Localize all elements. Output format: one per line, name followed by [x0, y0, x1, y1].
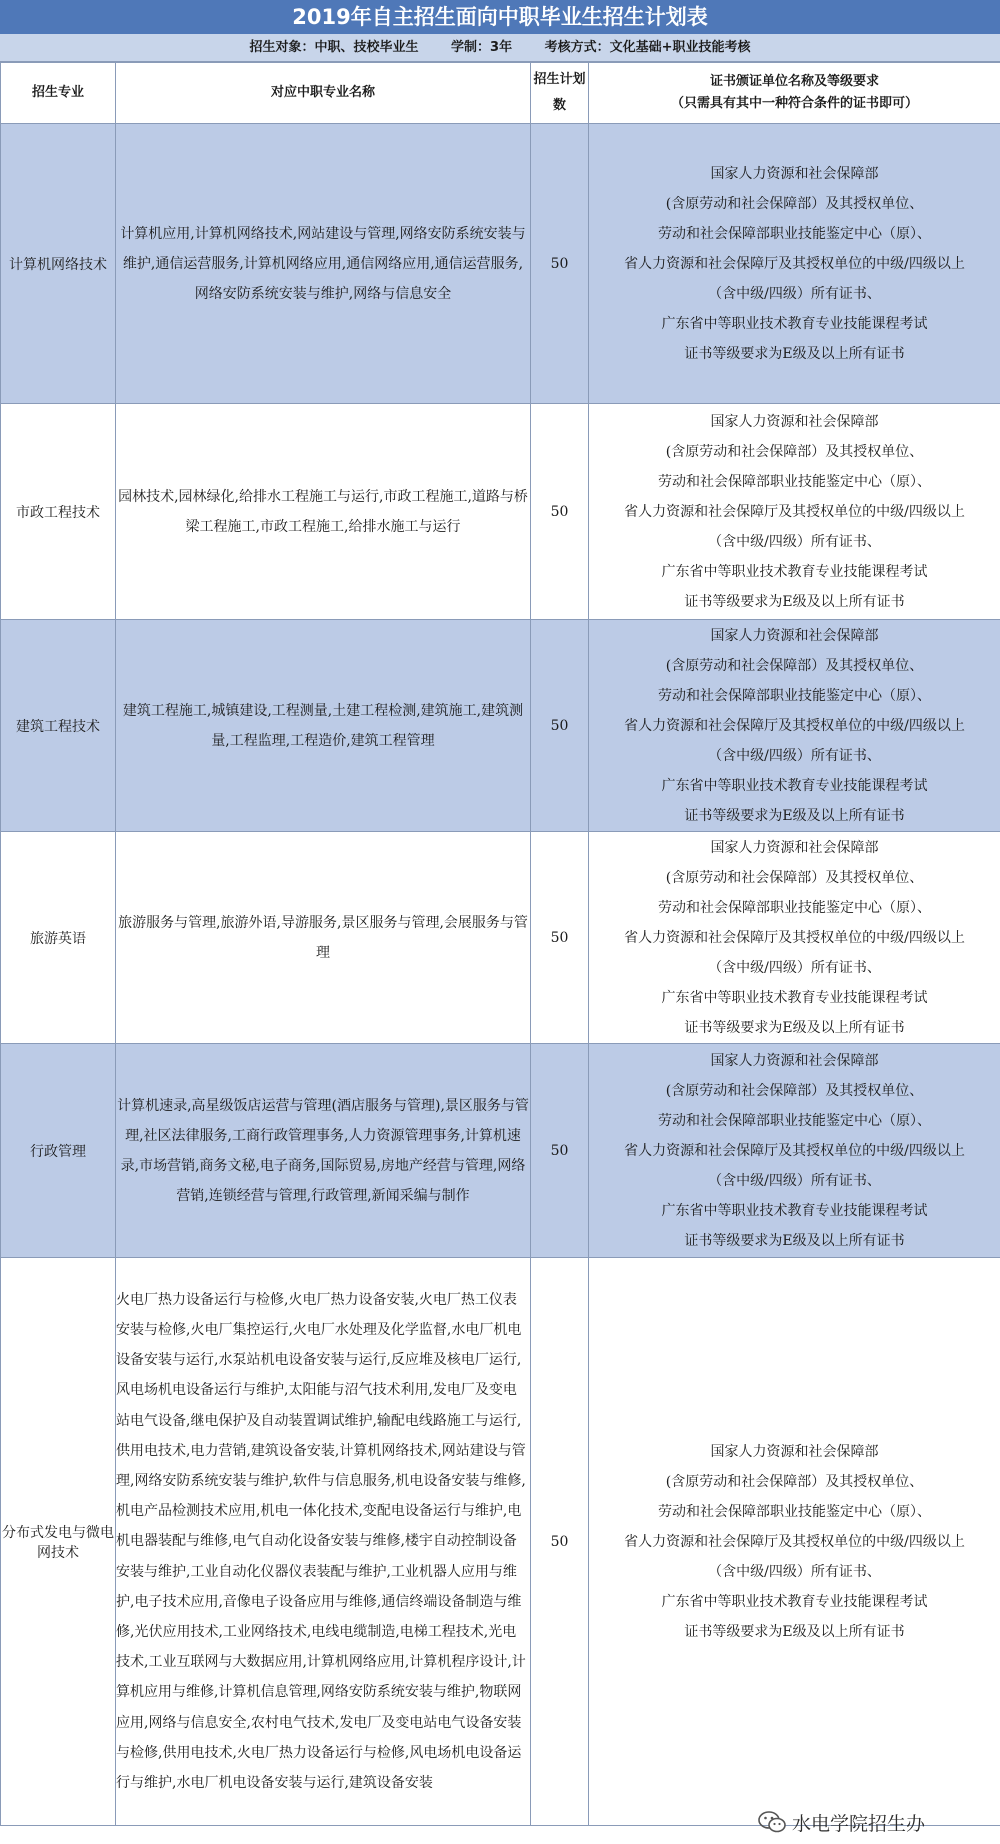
major-cell: 建筑工程技术	[1, 620, 116, 832]
cert-line: (含原劳动和社会保障部）及其授权单位、	[665, 1082, 924, 1099]
cert-line: 证书等级要求为E级及以上所有证书	[684, 1019, 905, 1036]
related-cell: 火电厂热力设备运行与检修,火电厂热力设备安装,火电厂热工仪表安装与检修,火电厂集控运行,火电厂水处理及化学监督,水电厂机电设备安装与运行,水泵站机电设备安装与运行,反应堆及核电厂运行,风电场机电设备运行与维护,太阳能与沼气技术利用,发电厂及变电站电气设备,继电保护及自动装置调试维护,输配电线路施工与运行,供用电技术,电力营销,建筑设备安装,计算机网络技术,网站建设与管理,网络安防系统安装与维护,软件与信息服务,机电设备安装与维修,机电产品检测技术应用,机电一体化技术,变配电设备运行与维护,电机电器装配与维修,电气自动化设备安装与维修,楼宇自动控制设备安装与维护,工业自动化仪器仪表装配与维护,工业机器人应用与维护,电子技术应用,音像电子设备应用与维修,通信终端设备制造与维修,光伏应用技术,工业网络技术,电线电缆制造,电梯工程技术,光电技术,工业互联网与大数据应用,计算机网络应用,计算机程序设计,计算机应用与维修,计算机信息管理,网络安防系统安装与维护,物联网应用,网络与信息安全,农村电气技术,发电厂及变电站电气设备安装与检修,供用电技术,火电厂热力设备运行与检修,风电场机电设备运行与维护,水电厂机电设备安装与运行,建筑设备安装	[116, 1258, 531, 1826]
table-header-row	[1, 63, 1000, 124]
related-cell: 旅游服务与管理,旅游外语,导游服务,景区服务与管理,会展服务与管理	[116, 832, 531, 1044]
related-cell: 计算机应用,计算机网络技术,网站建设与管理,网络安防系统安装与维护,通信运营服务,计算机网络应用,通信网络应用,通信运营服务,网络安防系统安装与维护,网络与信息安全	[116, 124, 531, 404]
cert-line: （含中级/四级）所有证书、	[708, 959, 881, 976]
cert-line: 广东省中等职业技术教育专业技能课程考试	[661, 1593, 928, 1610]
cert-line: 省人力资源和社会保障厅及其授权单位的中级/四级以上	[624, 255, 965, 272]
watermark	[758, 1808, 925, 1836]
cert-line: 证书等级要求为E级及以上所有证书	[684, 807, 905, 824]
cert-line: 劳动和社会保障部职业技能鉴定中心（原）、	[658, 899, 931, 916]
major-cell: 计算机网络技术	[1, 124, 116, 404]
duration-text: 学制：3年	[451, 40, 513, 55]
table-row	[1, 1258, 1000, 1826]
cert-line: 国家人力资源和社会保障部	[710, 413, 879, 430]
cert-line: 国家人力资源和社会保障部	[710, 1052, 879, 1069]
count-cell: 50	[531, 404, 589, 620]
header-cert-line1: 证书颁证单位名称及等级要求	[709, 74, 879, 89]
cert-line: 省人力资源和社会保障厅及其授权单位的中级/四级以上	[624, 929, 965, 946]
major-cell: 旅游英语	[1, 832, 116, 1044]
wechat-icon	[758, 1811, 786, 1833]
header-count	[531, 63, 589, 124]
header-count-line1: 招生计划	[533, 72, 586, 87]
cert-line: 广东省中等职业技术教育专业技能课程考试	[661, 989, 928, 1006]
header-major: 招生专业	[1, 63, 116, 124]
count-cell: 50	[531, 1258, 589, 1826]
cert-line: （含中级/四级）所有证书、	[708, 1172, 881, 1189]
cert-line: 证书等级要求为E级及以上所有证书	[684, 345, 905, 362]
cert-cell	[589, 1044, 1000, 1258]
table-row	[1, 404, 1000, 620]
header-count-line2: 数	[552, 98, 566, 113]
cert-line: 国家人力资源和社会保障部	[710, 627, 879, 644]
count-cell: 50	[531, 620, 589, 832]
cert-line: 证书等级要求为E级及以上所有证书	[684, 593, 905, 610]
major-cell: 市政工程技术	[1, 404, 116, 620]
cert-line: 国家人力资源和社会保障部	[710, 1443, 879, 1460]
cert-line: 广东省中等职业技术教育专业技能课程考试	[661, 315, 928, 332]
target-text: 招生对象：中职、技校毕业生	[249, 40, 419, 55]
cert-line: 国家人力资源和社会保障部	[710, 165, 879, 182]
related-cell: 计算机速录,高星级饭店运营与管理(酒店服务与管理),景区服务与管理,社区法律服务,工商行政管理事务,人力资源管理事务,计算机速录,市场营销,商务文秘,电子商务,国际贸易,房地产经营与管理,网络营销,连锁经营与管理,行政管理,新闻采编与制作	[116, 1044, 531, 1258]
cert-cell	[589, 124, 1000, 404]
cert-line: (含原劳动和社会保障部）及其授权单位、	[665, 869, 924, 886]
cert-line: 省人力资源和社会保障厅及其授权单位的中级/四级以上	[624, 1142, 965, 1159]
table-row	[1, 832, 1000, 1044]
cert-line: 广东省中等职业技术教育专业技能课程考试	[661, 1202, 928, 1219]
page-title: 2019年自主招生面向中职毕业生招生计划表	[0, 0, 1000, 34]
count-cell: 50	[531, 1044, 589, 1258]
cert-line: (含原劳动和社会保障部）及其授权单位、	[665, 443, 924, 460]
cert-line: 省人力资源和社会保障厅及其授权单位的中级/四级以上	[624, 503, 965, 520]
header-related: 对应中职专业名称	[116, 63, 531, 124]
table-row	[1, 1044, 1000, 1258]
cert-line: 证书等级要求为E级及以上所有证书	[684, 1623, 905, 1640]
cert-line: 省人力资源和社会保障厅及其授权单位的中级/四级以上	[624, 717, 965, 734]
cert-line: 劳动和社会保障部职业技能鉴定中心（原）、	[658, 225, 931, 242]
cert-line: 省人力资源和社会保障厅及其授权单位的中级/四级以上	[624, 1533, 965, 1550]
cert-line: （含中级/四级）所有证书、	[708, 285, 881, 302]
cert-line: 劳动和社会保障部职业技能鉴定中心（原）、	[658, 1503, 931, 1520]
cert-line: 广东省中等职业技术教育专业技能课程考试	[661, 563, 928, 580]
cert-line: 劳动和社会保障部职业技能鉴定中心（原）、	[658, 687, 931, 704]
table-row	[1, 620, 1000, 832]
cert-line: (含原劳动和社会保障部）及其授权单位、	[665, 657, 924, 674]
subtitle-bar	[0, 34, 1000, 62]
watermark-text: 水电学院招生办	[792, 1812, 926, 1835]
major-cell: 分布式发电与微电网技术	[1, 1258, 116, 1826]
cert-cell	[589, 404, 1000, 620]
cert-line: 广东省中等职业技术教育专业技能课程考试	[661, 777, 928, 794]
cert-line: 国家人力资源和社会保障部	[710, 839, 879, 856]
related-cell: 建筑工程施工,城镇建设,工程测量,土建工程检测,建筑施工,建筑测量,工程监理,工程造价,建筑工程管理	[116, 620, 531, 832]
cert-line: （含中级/四级）所有证书、	[708, 1563, 881, 1580]
assessment-text: 考核方式：文化基础+职业技能考核	[544, 40, 751, 55]
related-cell: 园林技术,园林绿化,给排水工程施工与运行,市政工程施工,道路与桥梁工程施工,市政工程施工,给排水施工与运行	[116, 404, 531, 620]
plan-table	[0, 62, 1000, 1826]
count-cell: 50	[531, 832, 589, 1044]
cert-line: 证书等级要求为E级及以上所有证书	[684, 1232, 905, 1249]
cert-line: 劳动和社会保障部职业技能鉴定中心（原）、	[658, 1112, 931, 1129]
cert-line: （含中级/四级）所有证书、	[708, 747, 881, 764]
cert-line: (含原劳动和社会保障部）及其授权单位、	[665, 1473, 924, 1490]
major-cell: 行政管理	[1, 1044, 116, 1258]
cert-cell	[589, 620, 1000, 832]
table-row	[1, 124, 1000, 404]
count-cell: 50	[531, 124, 589, 404]
cert-line: 劳动和社会保障部职业技能鉴定中心（原）、	[658, 473, 931, 490]
cert-line: （含中级/四级）所有证书、	[708, 533, 881, 550]
header-cert	[589, 63, 1000, 124]
cert-cell	[589, 1258, 1000, 1826]
cert-line: (含原劳动和社会保障部）及其授权单位、	[665, 195, 924, 212]
header-cert-line2: （只需具有其中一种符合条件的证书即可）	[670, 96, 918, 111]
cert-cell	[589, 832, 1000, 1044]
